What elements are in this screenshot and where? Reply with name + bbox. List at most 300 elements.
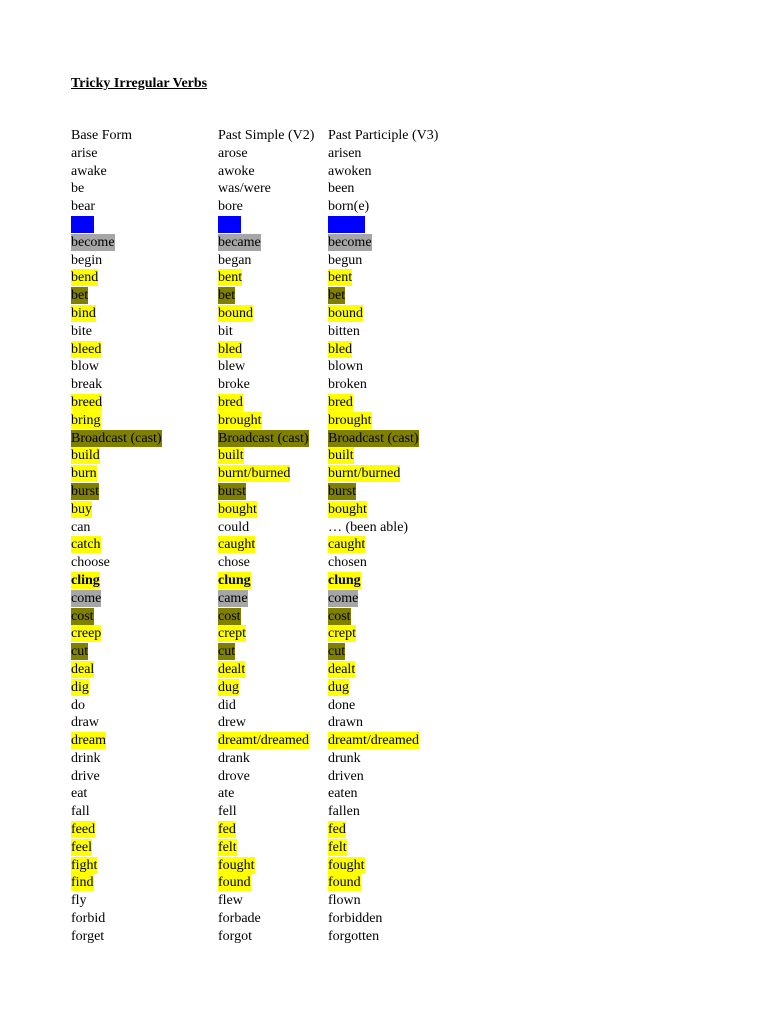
base-form-text: Broadcast (cast) (71, 430, 162, 446)
base-form-text: awake (71, 163, 107, 179)
table-row (71, 554, 488, 572)
base-form-cell (71, 625, 218, 643)
past-participle-cell (328, 839, 488, 857)
past-simple-text: drew (218, 715, 246, 731)
past-participle-text: bitten (328, 323, 360, 339)
past-simple-text: drank (218, 750, 250, 766)
past-participle-text: become (328, 234, 372, 250)
base-form-text: drive (71, 768, 100, 784)
past-simple-cell (218, 430, 328, 448)
base-form-cell (71, 252, 218, 270)
past-participle-cell (328, 483, 488, 501)
base-form-text: burst (71, 483, 99, 499)
past-simple-text: began (218, 252, 252, 268)
past-simple-cell (218, 305, 328, 323)
past-participle-cell (328, 785, 488, 803)
past-participle-text: forbidden (328, 911, 383, 927)
past-participle-text: fallen (328, 804, 360, 820)
table-row (71, 358, 488, 376)
past-simple-text: bet (218, 288, 236, 304)
base-form-cell (71, 163, 218, 181)
past-simple-text: cut (218, 644, 236, 660)
past-participle-text: burnt/burned (328, 466, 401, 482)
base-form-cell (71, 376, 218, 394)
base-form-text: become (71, 234, 115, 250)
table-header-row (71, 127, 488, 145)
past-participle-text: dealt (328, 661, 356, 677)
table-row (71, 341, 488, 359)
past-simple-text: brought (218, 412, 262, 428)
past-participle-text: flown (328, 893, 361, 909)
past-simple-text: chose (218, 555, 250, 571)
table-row (71, 501, 488, 519)
base-form-cell (71, 874, 218, 892)
base-form-text: bring (71, 412, 101, 428)
past-simple-text: came (218, 590, 248, 606)
past-simple-text: dealt (218, 661, 246, 677)
past-simple-text: bled (218, 341, 243, 357)
past-simple-cell (218, 910, 328, 928)
base-form-text: dream (71, 733, 106, 749)
base-form-cell (71, 412, 218, 430)
past-participle-cell (328, 768, 488, 786)
past-simple-text: could (218, 519, 250, 535)
table-row (71, 269, 488, 287)
past-simple-cell (218, 447, 328, 465)
past-simple-text: fed (218, 822, 236, 838)
table-row (71, 803, 488, 821)
past-participle-cell (328, 430, 488, 448)
base-form-cell (71, 536, 218, 554)
past-simple-cell (218, 714, 328, 732)
past-simple-text: found (218, 875, 251, 891)
base-form-text: dig (71, 679, 89, 695)
past-simple-text: built (218, 448, 244, 464)
past-participle-text: crept (328, 626, 356, 642)
table-row (71, 732, 488, 750)
base-form-text: bear (71, 199, 96, 215)
table-row (71, 519, 488, 537)
past-participle-text: born(e) (328, 199, 370, 215)
base-form-text: find (71, 875, 94, 891)
table-row (71, 234, 488, 252)
base-form-text: beat (71, 216, 95, 232)
base-form-text: bet (71, 288, 89, 304)
past-simple-cell (218, 358, 328, 376)
past-participle-text: fed (328, 822, 346, 838)
past-simple-cell (218, 874, 328, 892)
past-simple-text: bought (218, 501, 257, 517)
table-row (71, 447, 488, 465)
past-simple-cell (218, 928, 328, 946)
table-row (71, 608, 488, 626)
past-simple-cell (218, 857, 328, 875)
base-form-text: creep (71, 626, 102, 642)
past-participle-cell (328, 341, 488, 359)
past-simple-cell (218, 554, 328, 572)
table-row (71, 145, 488, 163)
past-simple-text: cost (218, 608, 241, 624)
base-form-cell (71, 554, 218, 572)
table-row (71, 216, 488, 234)
past-participle-cell (328, 590, 488, 608)
past-participle-text: drunk (328, 750, 361, 766)
table-row (71, 590, 488, 608)
table-row (71, 536, 488, 554)
base-form-text: drink (71, 750, 101, 766)
past-participle-text: dreamt/dreamed (328, 733, 419, 749)
base-form-cell (71, 910, 218, 928)
past-participle-text: arisen (328, 145, 362, 161)
past-simple-cell (218, 376, 328, 394)
past-participle-text: burst (328, 483, 356, 499)
past-participle-cell (328, 376, 488, 394)
base-form-text: cut (71, 644, 89, 660)
past-simple-text: flew (218, 893, 243, 909)
past-participle-text: bound (328, 305, 363, 321)
past-simple-cell (218, 803, 328, 821)
past-simple-cell (218, 198, 328, 216)
past-participle-cell (328, 874, 488, 892)
past-participle-text: driven (328, 768, 364, 784)
base-form-cell (71, 465, 218, 483)
past-participle-cell (328, 536, 488, 554)
past-participle-cell (328, 661, 488, 679)
base-form-cell (71, 180, 218, 198)
table-row (71, 910, 488, 928)
past-participle-text: come (328, 590, 359, 606)
past-participle-cell (328, 679, 488, 697)
base-form-cell (71, 287, 218, 305)
past-participle-text: Broadcast (cast) (328, 430, 419, 446)
past-simple-cell (218, 697, 328, 715)
past-simple-cell (218, 732, 328, 750)
past-simple-cell (218, 234, 328, 252)
base-form-cell (71, 928, 218, 946)
past-simple-cell (218, 269, 328, 287)
header-past-simple (218, 127, 328, 145)
past-participle-cell (328, 323, 488, 341)
past-simple-cell (218, 679, 328, 697)
past-participle-cell (328, 234, 488, 252)
document-title: Tricky Irregular Verbs (71, 76, 208, 91)
base-form-cell (71, 234, 218, 252)
past-simple-text: crept (218, 626, 246, 642)
header-base-form (71, 127, 218, 145)
base-form-cell (71, 643, 218, 661)
past-simple-cell (218, 323, 328, 341)
table-row (71, 305, 488, 323)
table-row (71, 839, 488, 857)
base-form-cell (71, 519, 218, 537)
past-participle-text: cut (328, 644, 346, 660)
past-simple-cell (218, 536, 328, 554)
base-form-text: cost (71, 608, 94, 624)
past-simple-text: felt (218, 839, 237, 855)
base-form-text: do (71, 697, 85, 713)
past-participle-text: found (328, 875, 361, 891)
past-simple-cell (218, 501, 328, 519)
base-form-text: fight (71, 857, 98, 873)
base-form-text: bite (71, 323, 92, 339)
past-participle-text: brought (328, 412, 372, 428)
base-form-cell (71, 341, 218, 359)
past-participle-cell (328, 857, 488, 875)
table-row (71, 874, 488, 892)
table-row (71, 376, 488, 394)
table-row (71, 287, 488, 305)
past-simple-cell (218, 519, 328, 537)
past-simple-cell (218, 643, 328, 661)
table-row (71, 697, 488, 715)
header-past-participle-text: Past Participle (V3) (328, 128, 439, 143)
past-participle-cell (328, 732, 488, 750)
base-form-text: break (71, 377, 103, 393)
past-simple-cell (218, 180, 328, 198)
base-form-cell (71, 661, 218, 679)
past-participle-cell (328, 465, 488, 483)
table-row (71, 679, 488, 697)
past-participle-cell (328, 216, 488, 234)
past-simple-text: ate (218, 786, 235, 802)
past-participle-cell (328, 394, 488, 412)
past-simple-text: clung (218, 572, 251, 588)
past-simple-text: dug (218, 679, 239, 695)
past-simple-cell (218, 750, 328, 768)
base-form-text: bend (71, 270, 99, 286)
past-simple-cell (218, 839, 328, 857)
past-participle-cell (328, 910, 488, 928)
past-participle-cell (328, 358, 488, 376)
past-participle-text: blown (328, 359, 363, 375)
table-row (71, 180, 488, 198)
past-participle-cell (328, 198, 488, 216)
base-form-text: bleed (71, 341, 102, 357)
past-simple-text: burst (218, 483, 246, 499)
table-row (71, 198, 488, 216)
past-participle-cell (328, 928, 488, 946)
base-form-cell (71, 679, 218, 697)
past-simple-cell (218, 590, 328, 608)
base-form-text: feel (71, 839, 92, 855)
past-participle-cell (328, 750, 488, 768)
base-form-cell (71, 323, 218, 341)
past-participle-cell (328, 572, 488, 590)
past-participle-cell (328, 269, 488, 287)
past-simple-cell (218, 394, 328, 412)
header-base-form-text: Base Form (71, 128, 133, 143)
base-form-cell (71, 768, 218, 786)
base-form-cell (71, 430, 218, 448)
past-participle-cell (328, 163, 488, 181)
past-participle-text: felt (328, 839, 347, 855)
base-form-cell (71, 572, 218, 590)
base-form-cell (71, 501, 218, 519)
base-form-text: fly (71, 893, 87, 909)
table-row (71, 714, 488, 732)
base-form-cell (71, 198, 218, 216)
past-participle-cell (328, 447, 488, 465)
base-form-text: can (71, 519, 91, 535)
past-participle-text: been (328, 181, 355, 197)
base-form-text: catch (71, 537, 101, 553)
past-participle-cell (328, 145, 488, 163)
base-form-text: be (71, 181, 85, 197)
past-simple-text: dreamt/dreamed (218, 733, 309, 749)
past-participle-text: bought (328, 501, 367, 517)
base-form-text: feed (71, 822, 96, 838)
table-row (71, 430, 488, 448)
table-row (71, 857, 488, 875)
past-simple-cell (218, 465, 328, 483)
past-simple-cell (218, 572, 328, 590)
base-form-text: forget (71, 928, 105, 944)
past-participle-cell (328, 252, 488, 270)
verb-table (71, 127, 488, 946)
past-participle-text: cost (328, 608, 351, 624)
base-form-cell (71, 714, 218, 732)
past-simple-cell (218, 341, 328, 359)
past-simple-cell (218, 661, 328, 679)
past-participle-text: awoken (328, 163, 372, 179)
base-form-cell (71, 803, 218, 821)
base-form-text: choose (71, 555, 110, 571)
past-participle-text: bet (328, 288, 346, 304)
table-row (71, 768, 488, 786)
past-simple-text: burnt/burned (218, 466, 291, 482)
base-form-text: burn (71, 466, 97, 482)
table-row (71, 412, 488, 430)
table-body (71, 145, 488, 946)
past-simple-text: Broadcast (cast) (218, 430, 309, 446)
past-simple-cell (218, 145, 328, 163)
past-participle-text: broken (328, 377, 367, 393)
past-simple-text: fought (218, 857, 255, 873)
base-form-cell (71, 590, 218, 608)
past-participle-text: forgotten (328, 928, 380, 944)
base-form-text: eat (71, 786, 88, 802)
past-participle-cell (328, 412, 488, 430)
past-participle-cell (328, 714, 488, 732)
past-simple-cell (218, 821, 328, 839)
base-form-cell (71, 857, 218, 875)
past-participle-cell (328, 180, 488, 198)
past-simple-cell (218, 785, 328, 803)
past-participle-text: begun (328, 252, 363, 268)
past-simple-text: bred (218, 394, 243, 410)
past-simple-cell (218, 892, 328, 910)
base-form-cell (71, 394, 218, 412)
past-participle-cell (328, 519, 488, 537)
past-participle-text: dug (328, 679, 349, 695)
past-participle-cell (328, 697, 488, 715)
base-form-cell (71, 608, 218, 626)
past-simple-text: drove (218, 768, 250, 784)
past-participle-text: eaten (328, 786, 358, 802)
table-row (71, 821, 488, 839)
past-participle-text: … (been able) (328, 519, 409, 535)
past-participle-text: bent (328, 270, 353, 286)
past-simple-text: broke (218, 377, 250, 393)
base-form-cell (71, 821, 218, 839)
base-form-text: arise (71, 145, 98, 161)
base-form-text: build (71, 448, 100, 464)
past-participle-cell (328, 305, 488, 323)
past-participle-cell (328, 643, 488, 661)
table-row (71, 323, 488, 341)
table-row (71, 572, 488, 590)
base-form-text: draw (71, 715, 99, 731)
past-participle-cell (328, 501, 488, 519)
table-row (71, 785, 488, 803)
past-simple-cell (218, 287, 328, 305)
past-simple-cell (218, 768, 328, 786)
past-simple-text: beat (218, 216, 242, 232)
base-form-text: deal (71, 661, 95, 677)
base-form-cell (71, 892, 218, 910)
past-participle-text: bred (328, 394, 353, 410)
past-simple-text: blew (218, 359, 246, 375)
past-simple-cell (218, 608, 328, 626)
base-form-text: buy (71, 501, 92, 517)
base-form-cell (71, 216, 218, 234)
header-past-simple-text: Past Simple (V2) (218, 128, 315, 143)
past-simple-cell (218, 216, 328, 234)
base-form-text: blow (71, 359, 99, 375)
base-form-cell (71, 750, 218, 768)
past-participle-text: fought (328, 857, 365, 873)
past-simple-cell (218, 252, 328, 270)
past-simple-text: bit (218, 323, 233, 339)
past-simple-text: bore (218, 199, 243, 215)
past-simple-text: was/were (218, 181, 271, 197)
past-participle-cell (328, 554, 488, 572)
past-participle-cell (328, 287, 488, 305)
base-form-text: bind (71, 305, 96, 321)
table-row (71, 661, 488, 679)
table-row (71, 892, 488, 910)
past-participle-cell (328, 625, 488, 643)
base-form-cell (71, 269, 218, 287)
base-form-cell (71, 785, 218, 803)
past-participle-text: done (328, 697, 356, 713)
past-simple-text: caught (218, 537, 256, 553)
past-simple-text: bent (218, 270, 243, 286)
past-simple-text: became (218, 234, 261, 250)
base-form-cell (71, 447, 218, 465)
past-participle-text: built (328, 448, 354, 464)
past-simple-text: arose (218, 145, 248, 161)
base-form-cell (71, 697, 218, 715)
table-row (71, 643, 488, 661)
base-form-cell (71, 483, 218, 501)
past-participle-text: beaten (328, 216, 365, 232)
past-participle-text: bled (328, 341, 353, 357)
past-simple-cell (218, 412, 328, 430)
past-participle-cell (328, 892, 488, 910)
past-participle-cell (328, 821, 488, 839)
past-simple-text: fell (218, 804, 237, 820)
base-form-cell (71, 145, 218, 163)
base-form-cell (71, 305, 218, 323)
table-row (71, 252, 488, 270)
header-past-participle (328, 127, 488, 145)
table-row (71, 465, 488, 483)
base-form-text: begin (71, 252, 103, 268)
past-simple-cell (218, 625, 328, 643)
base-form-text: cling (71, 572, 100, 588)
past-simple-text: awoke (218, 163, 255, 179)
